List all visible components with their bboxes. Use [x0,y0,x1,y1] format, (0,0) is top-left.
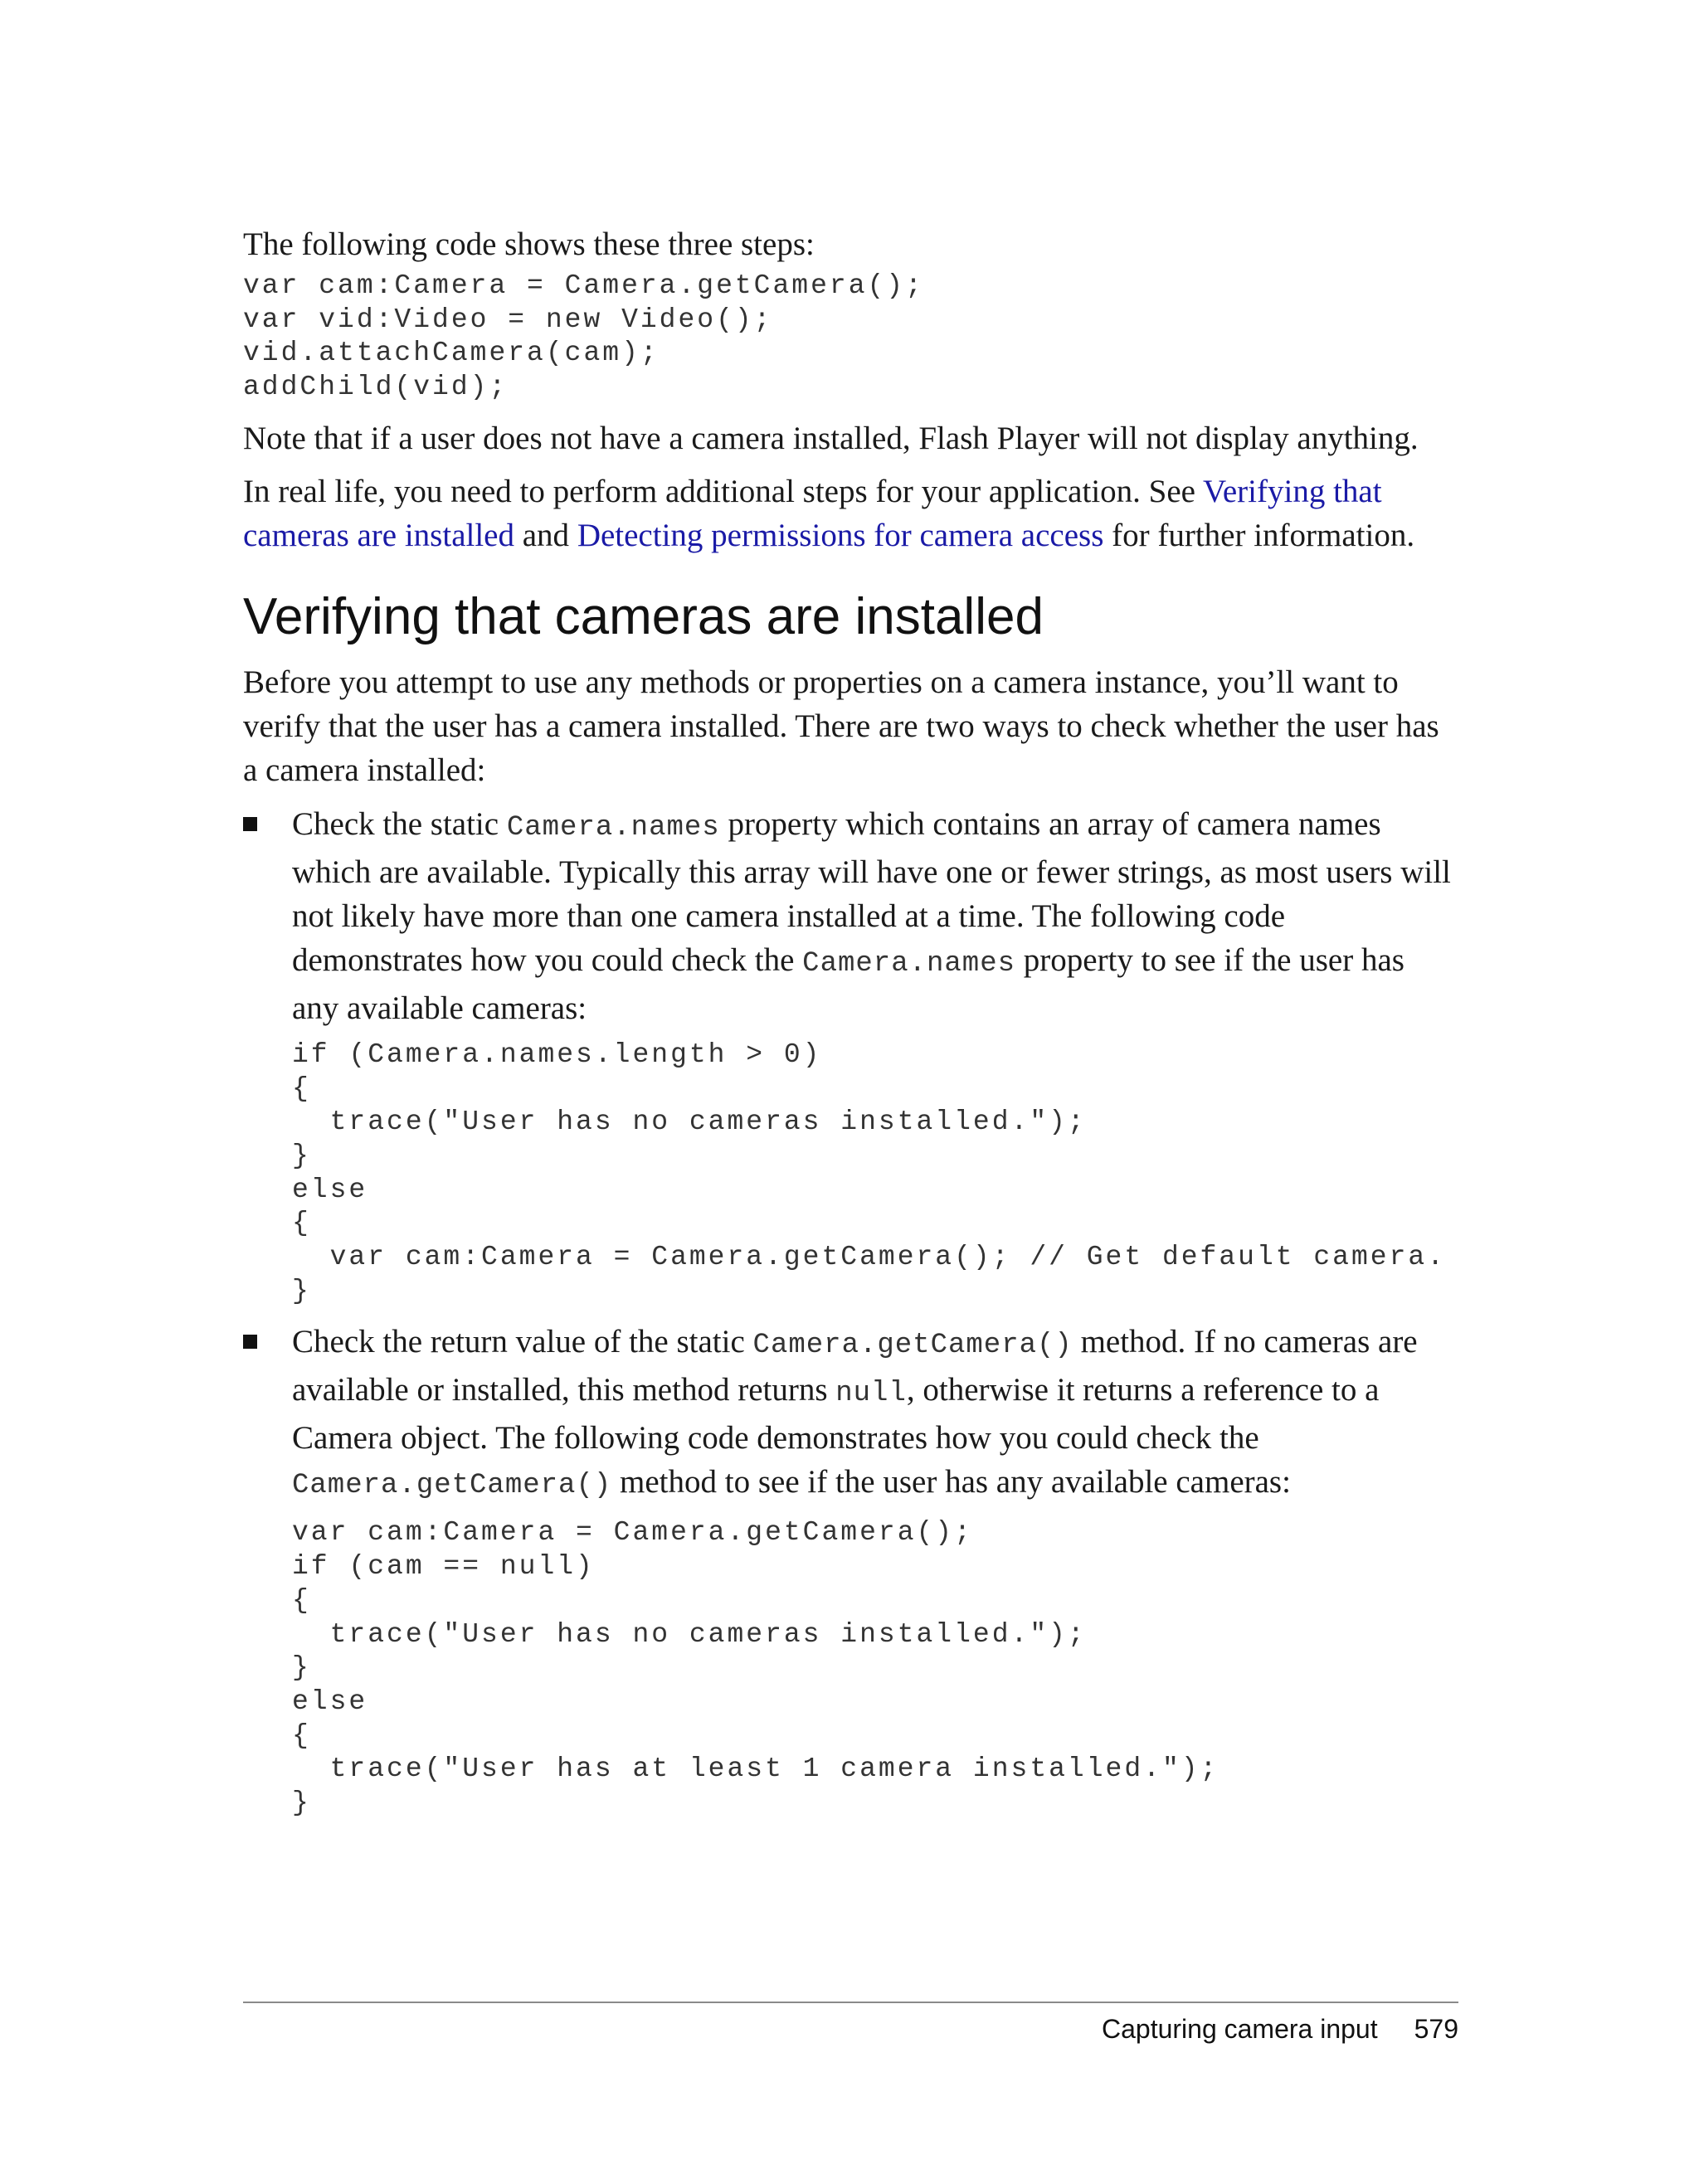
real-life-paragraph [243,469,1458,557]
inline-code: Camera.names [506,811,720,844]
link-verifying-cameras[interactable]: Verifying that cameras are installed [243,473,1382,553]
inline-code: Camera.getCamera() [752,1330,1073,1362]
footer-section-title: Capturing camera input [1101,2014,1378,2044]
note-paragraph: Note that if a user does not have a camera installed, Flash Player will not display anything. [243,420,1419,456]
code-block-setup: var cam:Camera = Camera.getCamera(); var vid:Video = new Video(); vid.attachCamera(cam); addChild(vid); [243,270,924,403]
bullet2-text: Check the return value of the static Camera.getCamera() method. If no cameras are available or installed, this method returns null, otherwise it returns a reference to a Camera object. The following code demonstrates how you could check the Camera.getCamera() method to see if the user has any available cameras: [292,1324,1418,1502]
inline-code: Camera.names [802,947,1016,980]
real-life-tail: for further information. [1103,517,1415,553]
list-item-get-camera [243,1320,1458,1820]
check-methods-list [243,802,1458,1821]
intro-paragraph: The following code shows these three steps: [243,226,815,262]
inline-code: null [835,1378,907,1410]
square-bullet-icon [243,817,257,831]
list-item-camera-names [243,802,1458,1309]
real-life-and: and [514,517,577,553]
real-life-text: In real life, you need to perform additional steps for your application. See [243,473,1204,509]
page-number: 579 [1414,2014,1458,2044]
page-footer [1102,2012,1458,2045]
inline-code: Camera.getCamera() [292,1470,612,1502]
bullet1-text: Check the static Camera.names property which contains an array of camera names which are available. Typically this array will have one or fewer strings, as most users will not likely have more than one camera installed at a time. The following code demonstrates how you could check the Camera.names property to see if the user has any available cameras: [292,805,1451,1026]
code-block-names-check: if (Camera.names.length > 0) { trace("User has no cameras installed."); } else { var cam:Camera = Camera.getCamera(); // Get default camera. } [292,1038,1446,1306]
link-detecting-permissions[interactable]: Detecting permissions for camera access [577,517,1104,553]
page-content [243,222,1458,1821]
section-heading: Verifying that cameras are installed [243,587,1044,645]
footer-divider [243,2002,1458,2003]
code-block-null-check: var cam:Camera = Camera.getCamera(); if (cam == null) { trace("User has no cameras installed."); } else { trace("User has at least 1 camera installed."); } [292,1517,1219,1819]
section-intro-paragraph: Before you attempt to use any methods or properties on a camera instance, you’ll want to verify that the user has a camera installed. There are two ways to check whether the user has a camera installed: [243,664,1439,788]
square-bullet-icon [243,1335,257,1349]
